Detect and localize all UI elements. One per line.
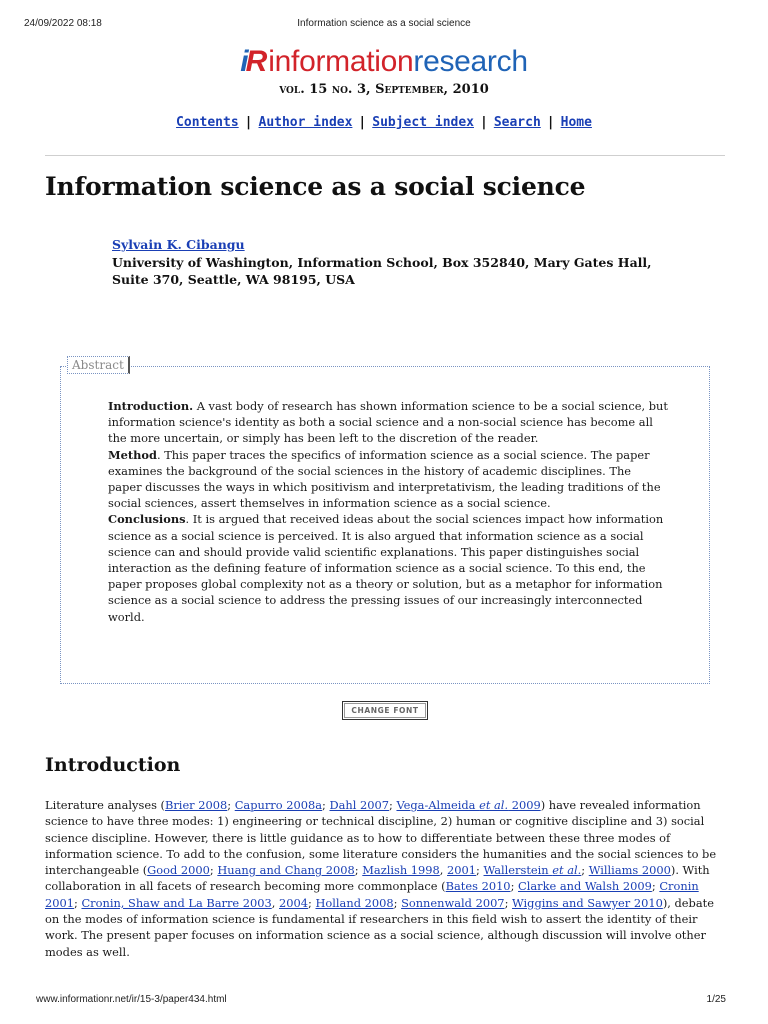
abstract-legend: Abstract xyxy=(67,356,130,374)
citation-link[interactable]: Wiggins and Sawyer 2010 xyxy=(512,895,663,910)
print-datetime: 24/09/2022 08:18 xyxy=(24,18,102,29)
article-title: Information science as a social science xyxy=(45,172,586,201)
change-font-button[interactable]: CHANGE FONT xyxy=(342,701,428,720)
citation-link[interactable]: Cronin 2001 xyxy=(45,879,699,910)
abstract-text xyxy=(108,398,668,625)
print-url: www.informationr.net/ir/15-3/paper434.html xyxy=(36,994,227,1005)
author-affiliation: University of Washington, Information School, Box 352840, Mary Gates Hall, Suite 370, Seattle, WA 98195, USA xyxy=(112,254,652,287)
abstract-conclusions-label: Conclusions xyxy=(108,512,186,527)
ir-logo-icon: iR xyxy=(240,45,265,78)
citation-link[interactable]: 2001 xyxy=(447,863,477,878)
nav-separator: | xyxy=(244,115,253,130)
site-logo[interactable] xyxy=(0,43,768,81)
abstract-method-label: Method xyxy=(108,447,157,462)
print-page-number: 1/25 xyxy=(706,994,726,1005)
citation-link[interactable]: Dahl 2007 xyxy=(329,798,389,812)
volume-issue: vol. 15 no. 3, September, 2010 xyxy=(279,82,489,97)
citation-link[interactable]: Bates 2010 xyxy=(445,879,511,894)
citation-link[interactable]: Wallerstein et al. xyxy=(483,863,582,878)
abstract-method: Method. This paper traces the specifics of information science as a social science. The paper examines the background of the social sciences in the history of academic disciplines. The paper discusses the ways in which positivism and interpretativism, the leading traditions of the social sciences, assert themselves in information science as a social science. xyxy=(108,447,661,511)
citation-link[interactable]: Williams 2000 xyxy=(588,863,671,878)
nav-separator: | xyxy=(480,115,488,130)
print-page-title: Information science as a social science xyxy=(297,18,471,29)
nav-author-index-link[interactable]: Author index xyxy=(258,115,353,130)
citation-link[interactable]: Good 2000 xyxy=(147,863,210,878)
print-footer xyxy=(36,994,726,1008)
citation-link[interactable]: Sonnenwald 2007 xyxy=(401,895,505,910)
nav-contents-link[interactable]: Contents xyxy=(176,115,239,130)
abstract-introduction-label: Introduction. xyxy=(108,399,194,413)
citation-link[interactable]: Holland 2008 xyxy=(315,895,394,910)
abstract-conclusions: Conclusions. It is argued that received ideas about the social sciences impact how information science as a social science is perceived. It is also argued that information science as a social science can and should provide valid scientific explanations. This paper distinguishes social interaction as the defining feature of information science as a social science. To this end, the paper proposes global complexity not as a theory or solution, but as a metaphor for information science as a social science to address the pressing issues of our increasingly interconnected world. xyxy=(108,512,664,624)
author-block xyxy=(112,236,672,289)
citation-link[interactable]: Clarke and Walsh 2009 xyxy=(518,879,652,894)
citation-link[interactable]: 2004 xyxy=(279,895,309,910)
logo-word-research: research xyxy=(413,45,528,78)
nav-separator: | xyxy=(546,115,555,130)
citation-link[interactable]: Cronin, Shaw and La Barre 2003 xyxy=(81,895,272,910)
citation-link[interactable]: Brier 2008 xyxy=(164,798,228,812)
introduction-paragraph: Literature analyses (Brier 2008; Capurro 2008a; Dahl 2007; Vega-Almeida et al. 2009) have revealed information science to have three modes: 1) engineering or technical discipline, 2) human or cognitive discipline and 3) social science discipline. However, there is little guidance as to how to differentiate between these three modes of information science. To add to the confusion, some literature considers the humanities and the social sciences to be interchangeable (Good 2000; Huang and Chang 2008; Mazlish 1998, 2001; Wallerstein et al.; Williams 2000). With collaboration in all facets of research becoming more commonplace (Bates 2010; Clarke and Walsh 2009; Cronin 2001; Cronin, Shaw and La Barre 2003, 2004; Holland 2008; Sonnenwald 2007; Wiggins and Sawyer 2010), debate on the modes of information science is fundamental if researchers in this field wish to assert the identity of their work. The present paper focuses on information science as a social science, although discussion will involve other modes as well. xyxy=(45,798,717,959)
nav-subject-index-link[interactable]: Subject index xyxy=(372,115,474,130)
author-name-link[interactable]: Sylvain K. Cibangu xyxy=(112,237,245,252)
top-nav xyxy=(0,115,768,130)
logo-word-information: information xyxy=(268,45,414,78)
citation-link[interactable]: Mazlish 1998 xyxy=(362,863,440,878)
nav-search-link[interactable]: Search xyxy=(493,115,541,130)
header-divider xyxy=(45,155,725,156)
citation-link[interactable]: Huang and Chang 2008 xyxy=(217,863,355,878)
nav-separator: | xyxy=(358,115,367,130)
section-heading-introduction: Introduction xyxy=(45,754,181,776)
citation-link[interactable]: Capurro 2008a xyxy=(234,798,323,812)
nav-home-link[interactable]: Home xyxy=(560,115,592,130)
print-header xyxy=(24,18,744,32)
abstract-introduction: Introduction. A vast body of research has shown information science to be a social science, but information science's identity as both a social science and a non-social science has become all the more uncertain, or simply has been left to the discretion of the reader. xyxy=(108,399,668,446)
citation-link[interactable]: Vega-Almeida et al. 2009 xyxy=(396,798,541,812)
